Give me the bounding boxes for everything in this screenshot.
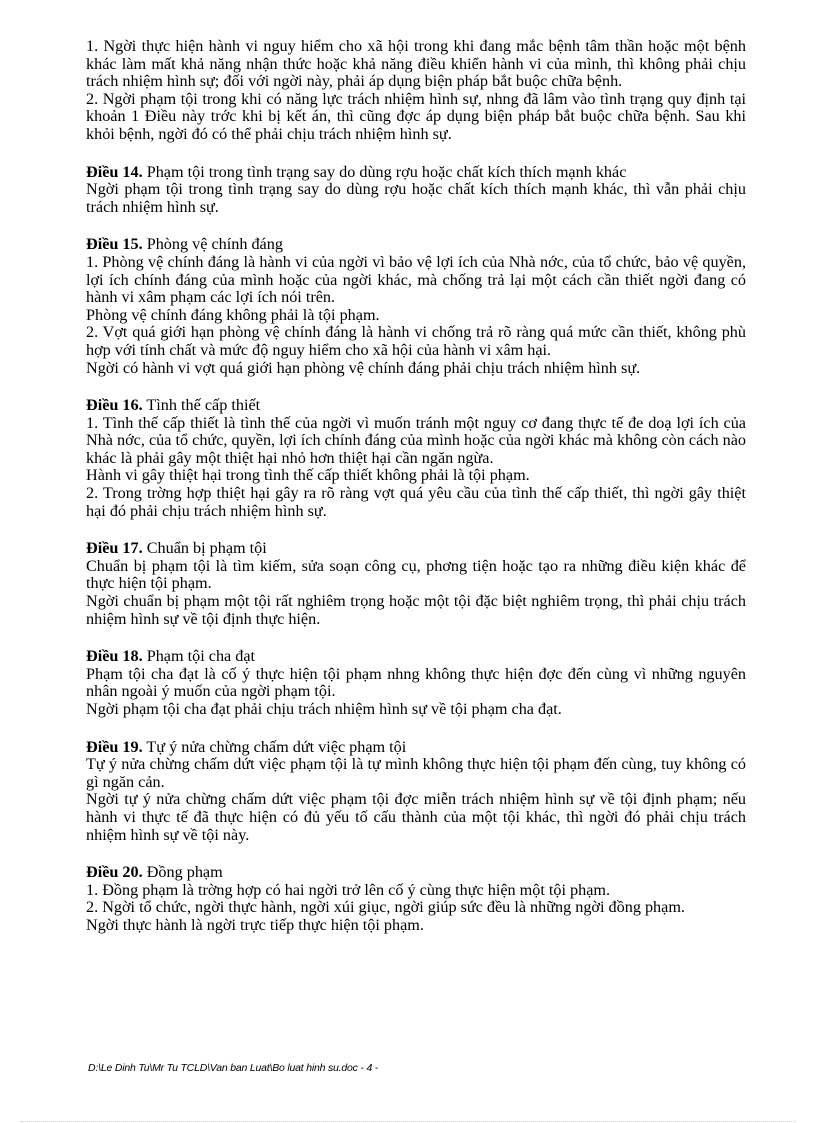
file-path-footer: D:\Le Dinh Tu\Mr Tu TCLD\Van ban Luat\Bo luat hinh su.doc - 4 - (88, 1062, 379, 1074)
paragraph: Tự ý nửa chừng chấm dứt việc phạm tội là tự mình không thực hiện tội phạm đến cùng, tuy không có gì ngăn cản. (86, 755, 746, 791)
article-number: Điều 16. (86, 396, 143, 415)
article-19 (86, 739, 746, 845)
paragraph: 2. Vợt quá giới hạn phòng vệ chính đáng là hành vi chống trả rõ ràng quá mức cần thiết, không phù hợp với tính chất và mức độ nguy hiểm cho xã hội của hành vi xâm hại. (86, 323, 746, 359)
article-16 (86, 397, 746, 520)
article-heading (86, 164, 746, 182)
paragraph: 1. Ngời thực hiện hành vi nguy hiểm cho xã hội trong khi đang mắc bệnh tâm thần hoặc một bệnh khác làm mất khả năng nhận thức hoặc khả năng điều khiển hành vi của mình, thì không phải chịu trách nhiệm hình sự; đối với ngời này, phải áp dụng biện pháp bắt buộc chữa bệnh. (86, 37, 746, 91)
paragraph: Ngời tự ý nửa chừng chấm dứt việc phạm tội đợc miễn trách nhiệm hình sự về tội định phạm; nếu hành vi thực tế đã thực hiện có đủ yếu tố cấu thành của một tội khác, thì ngời đó phải chịu trách nhiệm hình sự về tội này. (86, 790, 746, 844)
paragraph: 1. Tình thế cấp thiết là tình thế của ngời vì muốn tránh một nguy cơ đang thực tế đe doạ lợi ích của Nhà nớc, của tổ chức, quyền, lợi ích chính đáng của mình hoặc của ngời khác mà không còn cách nào khác là phải gây một thiệt hại nhỏ hơn thiệt hại cần ngăn ngừa. (86, 413, 746, 467)
article-number: Điều 15. (86, 235, 143, 254)
article-14 (86, 164, 746, 217)
article-title: Phạm tội cha đạt (146, 647, 256, 666)
article-15 (86, 236, 746, 377)
paragraph: Chuẩn bị phạm tội là tìm kiếm, sửa soạn công cụ, phơng tiện hoặc tạo ra những điều kiện khác để thực hiện tội phạm. (86, 556, 746, 593)
article-title: Tình thế cấp thiết (146, 396, 261, 415)
article-18 (86, 648, 746, 718)
intro-section (86, 38, 746, 144)
paragraph: Phòng vệ chính đáng không phải là tội phạm. (86, 305, 380, 324)
paragraph: Ngời thực hành là ngời trực tiếp thực hiện tội phạm. (86, 915, 424, 934)
article-number: Điều 17. (86, 539, 143, 558)
document-page (86, 38, 746, 935)
paragraph: 2. Ngời tổ chức, ngời thực hành, ngời xúi giục, ngời giúp sức đều là những ngời đồng phạm. (86, 898, 685, 917)
paragraph: 1. Phòng vệ chính đáng là hành vi của ngời vì bảo vệ lợi ích của Nhà nớc, của tổ chức, bảo vệ quyền, lợi ích chính đáng của mình hoặc của ngời khác, mà chống trả lại một cách cần thiết ngời đang có hành vi xâm phạm các lợi ích nói trên. (86, 252, 746, 307)
article-20 (86, 864, 746, 934)
article-title: Đồng phạm (146, 863, 223, 882)
paragraph: Phạm tội cha đạt là cố ý thực hiện tội phạm nhng không thực hiện đợc đến cùng vì những nguyên nhân ngoài ý muốn của ngời phạm tội. (86, 664, 746, 701)
paragraph: Ngời phạm tội cha đạt phải chịu trách nhiệm hình sự về tội phạm cha đạt. (86, 700, 562, 718)
article-number: Điều 19. (86, 737, 143, 756)
article-heading (86, 540, 746, 558)
paragraph: Ngời có hành vi vợt quá giới hạn phòng vệ chính đáng phải chịu trách nhiệm hình sự. (86, 358, 641, 377)
article-heading (86, 397, 746, 415)
article-number: Điều 14. (86, 162, 143, 181)
article-heading (86, 864, 746, 882)
paragraph: Ngời phạm tội trong tình trạng say do dùng rợu hoặc chất kích thích mạnh khác, thì vẫn phải chịu trách nhiệm hình sự. (86, 180, 746, 216)
paragraph: 2. Trong trờng hợp thiệt hại gây ra rõ ràng vợt quá yêu cầu của tình thế cấp thiết, thì ngời gây thiệt hại đó phải chịu trách nhiệm hình sự. (86, 484, 746, 520)
paragraph: 1. Đồng phạm là trờng hợp có hai ngời trở lên cố ý cùng thực hiện một tội phạm. (86, 880, 611, 899)
article-heading (86, 648, 746, 666)
article-heading (86, 739, 746, 757)
article-number: Điều 18. (86, 647, 143, 666)
paragraph: 2. Ngời phạm tội trong khi có năng lực trách nhiệm hình sự, nhng đã lâm vào tình trạng quy định tại khoản 1 Điều này trớc khi bị kết án, thì cũng đợc áp dụng biện pháp bắt buộc chữa bệnh. Sau khi khỏi bệnh, ngời đó có thể phải chịu trách nhiệm hình sự. (86, 89, 746, 143)
paragraph: Ngời chuẩn bị phạm một tội rất nghiêm trọng hoặc một tội đặc biệt nghiêm trọng, thì phải chịu trách nhiệm hình sự về tội định thực hiện. (86, 592, 746, 628)
article-title: Tự ý nửa chừng chấm dứt việc phạm tội (146, 737, 407, 756)
article-title: Chuẩn bị phạm tội (146, 539, 267, 558)
article-17 (86, 540, 746, 628)
page-bottom-edge (20, 1121, 796, 1122)
paragraph: Hành vi gây thiệt hại trong tình thế cấp thiết không phải là tội phạm. (86, 466, 530, 485)
article-number: Điều 20. (86, 863, 143, 882)
article-title: Phòng vệ chính đáng (146, 235, 283, 254)
article-heading (86, 236, 746, 254)
article-title: Phạm tội trong tình trạng say do dùng rợu hoặc chất kích thích mạnh khác (146, 162, 627, 181)
